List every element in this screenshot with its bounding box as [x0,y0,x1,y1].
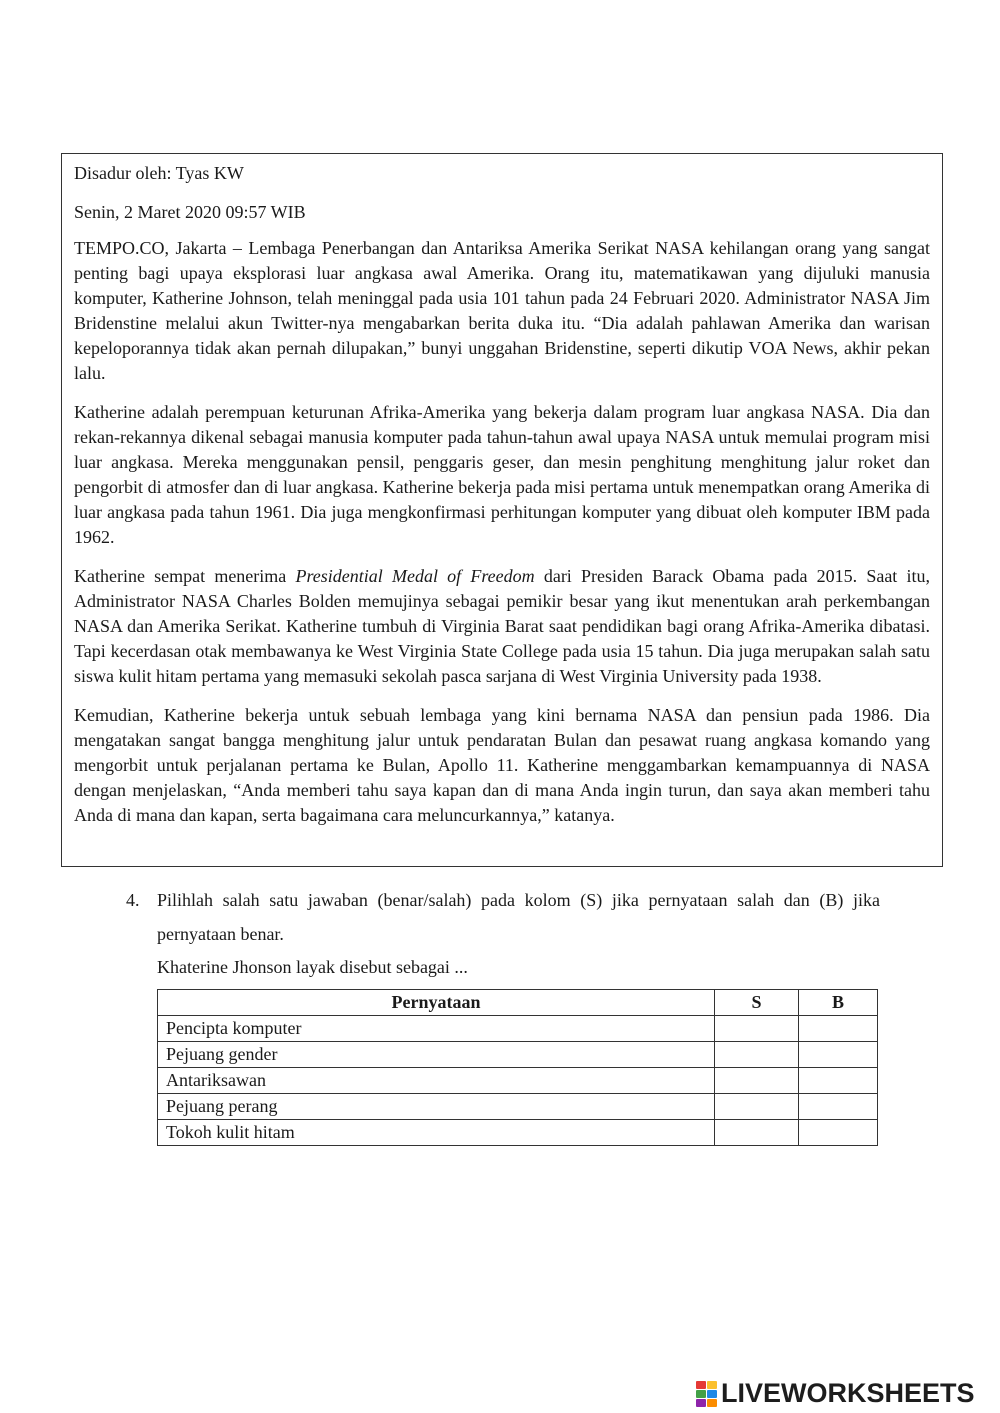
article-paragraph-1: TEMPO.CO, Jakarta – Lembaga Penerbangan dan Antariksa Amerika Serikat NASA kehilangan orang yang sangat penting bagi upaya eksplorasi luar angkasa awal Amerika. Orang itu, matematikawan yang dijuluki manusia komputer, Katherine Johnson, telah meninggal pada usia 101 tahun pada 24 Februari 2020. Administrator NASA Jim Bridenstine melalui akun Twitter-nya mengabarkan berita duka itu. “Dia adalah pahlawan Amerika dan warisan kepeloporannya tidak akan pernah dilupakan,” bunyi unggahan Bridenstine, seperti dikutip VOA News, akhir pekan lalu. [74,238,930,383]
paragraph-3-text-start: Katherine sempat menerima [74,566,296,586]
article-box [61,153,943,867]
statement-cell: Pencipta komputer [158,1016,715,1042]
header-b: B [799,990,878,1016]
statement-cell: Pejuang gender [158,1042,715,1068]
table-row [158,1042,878,1068]
statement-cell: Antariksawan [158,1068,715,1094]
table-row [158,1094,878,1120]
medal-title: Presidential Medal of Freedom [295,566,535,586]
logo-block [707,1381,717,1389]
logo-block [707,1390,717,1398]
article-paragraph-4: Kemudian, Katherine bekerja untuk sebuah lembaga yang kini bernama NASA dan pensiun pada 1986. Dia mengatakan sangat bangga menghitung jalur untuk pendaratan Bulan dan pesawat ruang angkasa komando yang mengorbit untuk perjalanan pertama ke Bulan, Apollo 11. Katherine menggambarkan kemampuannya di NASA dengan menjelaskan, “Anda memberi tahu saya kapan dan di mana Anda ingin turun, dan saya akan memberi tahu Anda di mana dan kapan, serta bagaimana cara meluncurkannya,” katanya. [74,705,930,825]
logo-block [696,1390,706,1398]
answer-b-cell[interactable] [799,1120,878,1146]
header-s: S [715,990,799,1016]
statement-cell: Pejuang perang [158,1094,715,1120]
answer-b-cell[interactable] [799,1042,878,1068]
statement-cell: Tokoh kulit hitam [158,1120,715,1146]
answer-table [157,989,878,1146]
table-row [158,1120,878,1146]
paragraph-3-text-end: dari Presiden Barack Obama pada 2015. Saat itu, Administrator NASA Charles Bolden memujinya sebagai pemikir besar yang ikut menentukan arah perkembangan NASA dan Amerika Serikat. Katherine tumbuh di Virginia Barat saat pendidikan bagi orang Afrika-Amerika dibatasi. Tapi kecerdasan otak membawanya ke West Virginia State College pada usia 15 tahun. Dia juga merupakan salah satu siswa kulit hitam pertama yang memasuki sekolah pasca sarjana di West Virginia University pada 1938. [74,566,930,686]
question-prompt: Khaterine Jhonson layak disebut sebagai ... [157,957,468,977]
question-4 [126,883,880,951]
article-paragraph-3 [74,564,930,689]
answer-s-cell[interactable] [715,1120,799,1146]
answer-b-cell[interactable] [799,1094,878,1120]
table-row [158,1068,878,1094]
question-instruction: Pilihlah salah satu jawaban (benar/salah) pada kolom (S) jika pernyataan salah dan (B) jika pernyataan benar. [157,890,880,944]
logo-block [696,1381,706,1389]
article-author: Disadur oleh: Tyas KW [74,163,244,183]
table-row [158,1016,878,1042]
question-number: 4. [126,890,140,910]
answer-b-cell[interactable] [799,1016,878,1042]
answer-s-cell[interactable] [715,1042,799,1068]
logo-blocks-icon [696,1379,718,1407]
table-header-row [158,990,878,1016]
liveworksheets-logo [696,1378,975,1408]
answer-b-cell[interactable] [799,1068,878,1094]
logo-block [696,1399,706,1407]
answer-s-cell[interactable] [715,1094,799,1120]
article-date: Senin, 2 Maret 2020 09:57 WIB [74,202,306,222]
answer-s-cell[interactable] [715,1016,799,1042]
header-pernyataan: Pernyataan [158,990,715,1016]
logo-text: LIVEWORKSHEETS [721,1377,975,1408]
logo-block [707,1399,717,1407]
article-paragraph-2: Katherine adalah perempuan keturunan Afrika-Amerika yang bekerja dalam program luar angkasa NASA. Dia dan rekan-rekannya dikenal sebagai manusia komputer pada tahun-tahun awal upaya NASA untuk memulai program misi luar angkasa. Mereka menggunakan pensil, penggaris geser, dan mesin penghitung menghitung jalur roket dan pengorbit di atmosfer dan di luar angkasa. Katherine bekerja pada misi pertama untuk menempatkan orang Amerika di luar angkasa pada tahun 1961. Dia juga mengkonfirmasi perhitungan komputer yang dibuat oleh komputer IBM pada 1962. [74,402,930,547]
answer-s-cell[interactable] [715,1068,799,1094]
